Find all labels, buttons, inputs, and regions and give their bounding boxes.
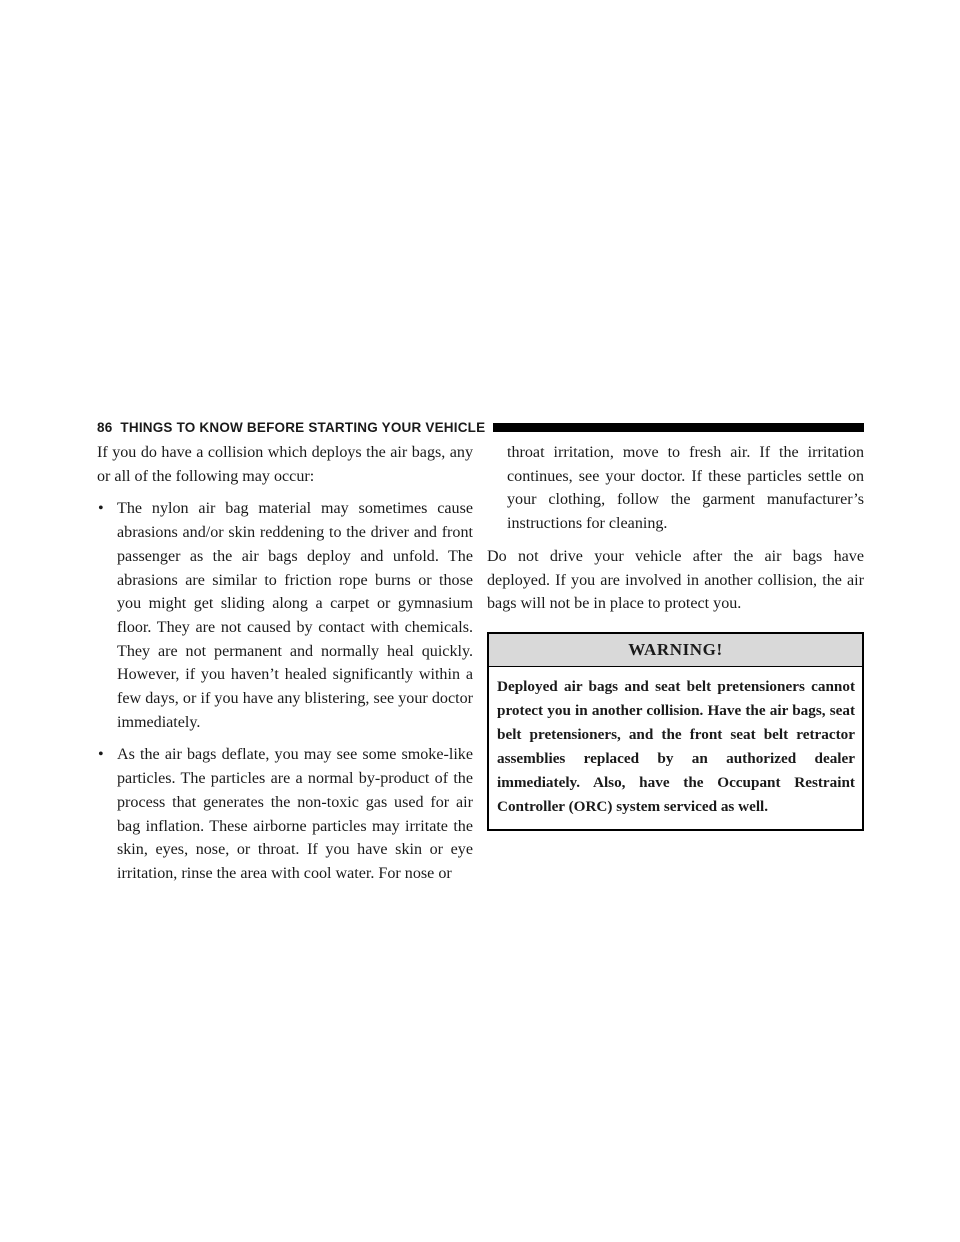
left-column [97,441,473,895]
list-item [97,743,473,885]
bullet-list [97,497,473,885]
bullet-continuation: throat irritation, move to fresh air. If the irritation continues, see your doctor. If these particles settle on your clothing, follow the garment manufacturer’s instructions for cleaning. [507,444,864,533]
bullet-text: The nylon air bag material may sometimes cause abrasions and/or skin reddening to the driver and front passenger as the air bags deploy and unfold. The abrasions are similar to friction rope burns or those you might get sliding along a carpet or gymnasium floor. They are not caused by contact with chemicals. They are not permanent and normally heal quickly. However, if you haven’t healed significantly within a few days, or if you have any blistering, see your doctor immediately. [117,500,473,731]
page-number: 86 [97,419,113,435]
bullet-icon: • [98,746,104,764]
bullet-icon: • [98,500,104,518]
warning-box [487,632,864,831]
right-column [487,441,864,831]
intro-paragraph: If you do have a collision which deploys the air bags, any or all of the following may occur: [97,444,473,485]
warning-text: Deployed air bags and seat belt pretensioners cannot protect you in another collision. Have the air bags, seat belt pretensioners, and the front seat belt retractor assemblies replaced by an authorized dealer immediately. Also, have the Occupant Restraint Controller (ORC) system serviced as well. [497,677,855,815]
bullet-text: As the air bags deflate, you may see some smoke-like particles. The particles are a normal by-product of the process that generates the non-toxic gas used for air bag inflation. These airborne particles may irritate the skin, eyes, nose, or throat. If you have skin or eye irritation, rinse the area with cool water. For nose or [117,746,473,882]
page-header [97,417,864,437]
body-paragraph: Do not drive your vehicle after the air bags have deployed. If you are involved in another collision, the air bags will not be in place to protect you. [487,547,864,613]
warning-title: WARNING! [489,634,862,667]
section-title: THINGS TO KNOW BEFORE STARTING YOUR VEHICLE [120,419,486,435]
list-item [97,497,473,734]
header-rule [493,423,864,432]
